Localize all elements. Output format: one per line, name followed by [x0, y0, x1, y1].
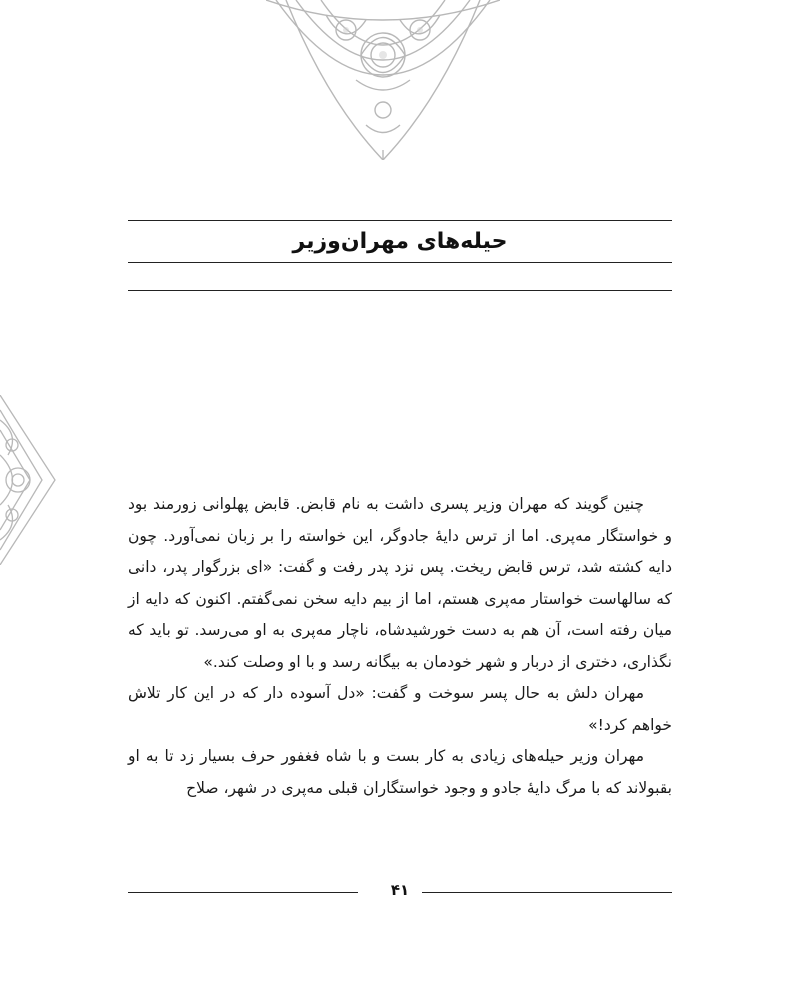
side-arabesque-ornament-icon	[0, 395, 62, 565]
top-arabesque-ornament-icon	[266, 0, 500, 160]
title-rule-lower	[128, 290, 672, 291]
paragraph: چنین گویند که مهران وزیر پسری داشت به نام قابض. قابض پهلوانی زورمند بود و خواستگار مه‌پری. اما از ترس دایهٔ جادوگر، این خواسته را بر زبان نمی‌آورد. چون دایه کشته شد، ترس قابض ریخت. پس نزد پدر رفت و گفت: «ای بزرگوار پدر، دانی که سالهاست خواستار مه‌پری هستم، اما از بیم دایه سخن نمی‌گفتم. اکنون که دایه از میان رفته است، آن هم به دست خورشیدشاه، ناچار مه‌پری به او می‌رسد. تو باید که نگذاری، دختری از دربار و شهر خودمان به بیگانه رسد و با او وصلت کند.»	[128, 495, 672, 671]
paragraph: مهران دلش به حال پسر سوخت و گفت: «دل آسوده دار که در این کار تلاش خواهم کرد!»	[128, 684, 672, 734]
title-rule-top	[128, 220, 672, 221]
title-rule-bottom	[128, 262, 672, 263]
paragraph: مهران وزیر حیله‌های زیادی به کار بست و با شاه فغفور حرف بسیار زد تا به او بقبولاند که با مرگ دایهٔ جادو و وجود خواستگاران قبلی مه‌پری در شهر، صلاح	[128, 747, 672, 797]
chapter-title: حیله‌های مهران‌وزیر	[292, 229, 508, 254]
body-text	[128, 489, 672, 804]
footer-rule-right	[422, 892, 672, 893]
page-number: ۴۱	[390, 881, 410, 899]
page-footer	[128, 878, 672, 902]
